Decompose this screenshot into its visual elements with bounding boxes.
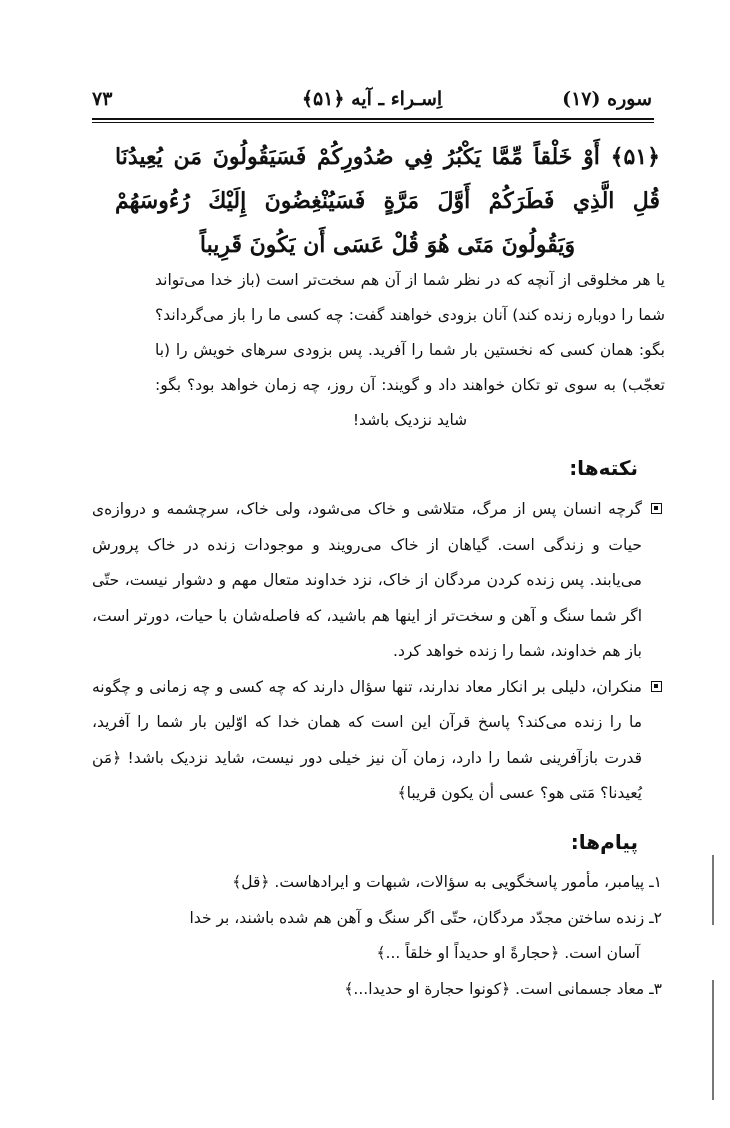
header-rule-thin	[92, 122, 654, 123]
note-item	[92, 492, 662, 670]
note-item	[92, 670, 662, 812]
square-bullet-icon	[651, 681, 662, 692]
note-text: گرچه انسان پس از مرگ، متلاشی و خاک می‌شود، ولی خاک، سرچشمه و دروازه‌ی حیات و زندگی است. گیاهان از خاک می‌رویند و موجودات زنده در خاک پرورش می‌یابند. پس زنده کردن مردگان از خاک، نزد خداوند متعال مهم و دشوار نیست، حتّی اگر شما سنگ و آهن و سخت‌تر از اینها هم باشید، که فاصله‌شان با حیات، دورتر است، باز هم خداوند، شما را زنده خواهد کرد.	[92, 500, 642, 660]
page-number: ۷۳	[92, 88, 113, 110]
message-item: ۲ـ زنده ساختن مجدّد مردگان، حتّی اگر سنگ و آهن هم شده باشند، بر خدا	[189, 908, 662, 927]
message-item: ۳ـ معاد جسمانی است. ﴿كونوا حجارة او حديدا...﴾	[344, 979, 662, 998]
notes-list	[92, 492, 662, 812]
notes-title: نکته‌ها:	[569, 456, 638, 480]
running-header	[92, 88, 652, 118]
message-item-continuation: آسان است. ﴿حجارةً او حديداً او خلقاً ...﴾	[376, 944, 640, 962]
scan-edge-mark	[712, 855, 714, 925]
scan-edge-mark	[712, 980, 714, 1100]
message-item: ۱ـ پیامبر، مأمور پاسخگویی به سؤالات، شبهات و ایرادهاست. ﴿قل﴾	[232, 873, 662, 891]
verse-translation: یا هر مخلوقی از آنچه که در نظر شما از آن هم سخت‌تر است (باز خدا می‌تواند شما را دوباره زنده کند) آنان بزودی خواهند گفت: چه کسی ما را باز می‌گرداند؟ بگو: همان کسی که نخستین بار شما را آفرید. پس بزودی سرهای خویش را (با تعجّب) به سوی تو تکان خواهند داد و گویند: آن روز، چه زمان خواهد بود؟ بگو: شاید نزدیک باشد!	[155, 271, 665, 429]
ayah-reference: اِسـراء ـ آیه ﴿۵۱﴾	[301, 88, 443, 110]
messages-title: پیام‌ها:	[570, 830, 638, 854]
messages-list	[92, 865, 662, 1007]
header-rule	[92, 118, 654, 120]
note-text: منکران، دلیلی بر انکار معاد ندارند، تنها سؤال دارند که چه کسی و چه زمانی و چگونه ما را زنده می‌کند؟ پاسخ قرآن این است که همان خدا که اوّلین بار شما را آفرید، قدرت بازآفرینی شما را دارد، زمان آن نیز خیلی دور نیست، شاید نزدیک باشد! ﴿مَن يُعيدنا؟ مَتى هو؟ عسى أن يكون قريبا﴾	[92, 677, 642, 802]
square-bullet-icon	[651, 503, 662, 514]
quran-verse: ﴿۵۱﴾ أَوْ خَلْقاً مِّمَّا يَكْبُرُ فِي صُدُورِكُمْ فَسَيَقُولُونَ مَن يُعِيدُنَا قُلِ الَّذِي فَطَرَكُمْ أَوَّلَ مَرَّةٍ فَسَيُنْغِضُونَ إِلَيْكَ رُءُوسَهُمْ وَيَقُولُونَ مَتَى هُوَ قُلْ عَسَى أَن يَكُونَ قَرِيباً	[115, 144, 660, 258]
surah-label: سوره (۱۷)	[562, 88, 652, 110]
